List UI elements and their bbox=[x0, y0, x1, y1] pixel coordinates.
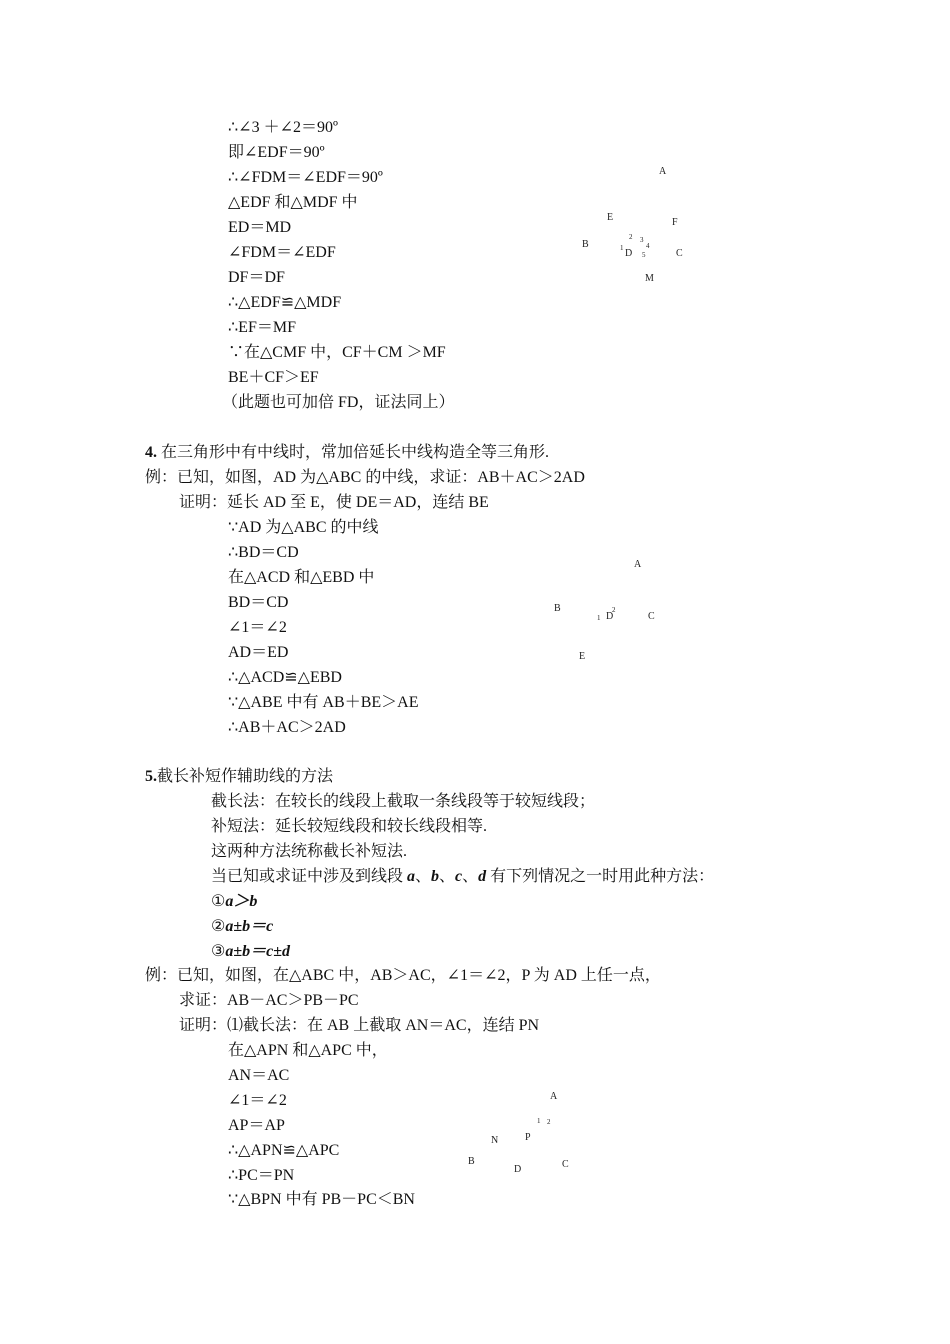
var-b: b bbox=[431, 868, 440, 885]
case-formula: a±b＝c bbox=[225, 918, 274, 935]
proof-line: ∵在△CMF 中，CF＋CM ＞MF bbox=[228, 344, 446, 361]
case-number: ① bbox=[211, 893, 226, 910]
proof-line: ∴△EDF≌△MDF bbox=[228, 294, 342, 311]
condition-line bbox=[211, 867, 714, 887]
proof-line: ∴EF＝MF bbox=[228, 319, 296, 336]
var-d: d bbox=[478, 868, 487, 885]
var-c: c bbox=[455, 868, 463, 885]
section-heading bbox=[145, 767, 333, 787]
proof-line: AD＝ED bbox=[228, 644, 289, 661]
proof-line: ∴∠FDM＝∠EDF＝90º bbox=[228, 169, 383, 186]
point-label-d: D bbox=[606, 611, 614, 622]
proof-line: BD＝CD bbox=[228, 594, 289, 611]
case-number: ③ bbox=[211, 943, 226, 960]
case-1 bbox=[211, 892, 257, 912]
point-label-n: N bbox=[491, 1135, 499, 1146]
point-label-d: D bbox=[514, 1164, 522, 1175]
angle-label-1: 1 bbox=[597, 614, 601, 622]
condition-suffix: 有下列情况之一时用此种方法： bbox=[486, 868, 715, 885]
separator: 、 bbox=[439, 868, 456, 885]
point-label-a: A bbox=[550, 1091, 558, 1102]
example-statement: 例：已知，如图，在△ABC 中，AB＞AC，∠1＝∠2，P 为 AD 上任一点， bbox=[145, 967, 661, 984]
prove-statement: 求证：AB－AC＞PB－PC bbox=[179, 992, 359, 1009]
point-label-a: A bbox=[634, 559, 642, 570]
angle-label-1: 1 bbox=[537, 1117, 541, 1125]
proof-intro: 证明：⑴截长法：在 AB 上截取 AN＝AC，连结 PN bbox=[179, 1017, 540, 1034]
proof-line: ∠1＝∠2 bbox=[228, 619, 287, 636]
method-extend: 补短法：延长较短线段和较长线段相等. bbox=[211, 818, 488, 835]
method-summary: 这两种方法统称截长补短法. bbox=[211, 843, 408, 860]
separator: 、 bbox=[462, 868, 479, 885]
point-label-c: C bbox=[676, 248, 683, 259]
proof-line: ED＝MD bbox=[228, 219, 292, 236]
proof-line: ∴BD＝CD bbox=[228, 544, 299, 561]
angle-label-2: 2 bbox=[612, 606, 616, 614]
point-label-m: M bbox=[645, 273, 654, 284]
point-label-c: C bbox=[562, 1159, 569, 1170]
proof-line: ∴△ACD≌△EBD bbox=[228, 669, 342, 686]
proof-line: ∠1＝∠2 bbox=[228, 1092, 287, 1109]
point-label-e: E bbox=[579, 651, 586, 662]
proof-line: ∴∠3 ＋∠2＝90º bbox=[228, 119, 338, 136]
proof-line: △EDF 和△MDF 中 bbox=[228, 194, 358, 211]
point-label-b: B bbox=[468, 1156, 475, 1167]
point-label-f: F bbox=[672, 217, 678, 228]
section-heading bbox=[145, 443, 549, 463]
proof-line: BE＋CF＞EF bbox=[228, 369, 319, 386]
proof-line: ∵AD 为△ABC 的中线 bbox=[228, 519, 379, 536]
case-2 bbox=[211, 917, 273, 937]
point-label-e: E bbox=[607, 212, 614, 223]
proof-line: ∴AB＋AC＞2AD bbox=[228, 719, 346, 736]
point-label-d: D bbox=[625, 248, 633, 259]
angle-label-1: 1 bbox=[620, 244, 624, 252]
proof-intro: 证明：延长 AD 至 E，使 DE＝AD，连结 BE bbox=[179, 494, 489, 511]
angle-label-4: 4 bbox=[646, 242, 650, 250]
method-cut: 截长法：在较长的线段上截取一条线段等于较短线段； bbox=[211, 793, 596, 810]
case-3 bbox=[211, 942, 290, 962]
proof-line: DF＝DF bbox=[228, 269, 285, 286]
angle-label-2: 2 bbox=[629, 233, 633, 241]
proof-note: （此题也可加倍 FD，证法同上） bbox=[222, 394, 455, 411]
section-title: 在三角形中有中线时，常加倍延长中线构造全等三角形. bbox=[157, 444, 550, 461]
section-number: 5. bbox=[145, 768, 157, 785]
proof-line: ∵△BPN 中有 PB－PC＜BN bbox=[228, 1191, 415, 1208]
proof-line: 在△APN 和△APC 中， bbox=[228, 1042, 388, 1059]
angle-label-5: 5 bbox=[642, 251, 646, 259]
point-label-b: B bbox=[582, 239, 589, 250]
proof-line: ∴PC＝PN bbox=[228, 1167, 295, 1184]
point-label-b: B bbox=[554, 603, 561, 614]
proof-line: 在△ACD 和△EBD 中 bbox=[228, 569, 375, 586]
var-a: a bbox=[407, 868, 416, 885]
proof-line: ∵△ABE 中有 AB＋BE＞AE bbox=[228, 694, 419, 711]
proof-line: ∴△APN≌△APC bbox=[228, 1142, 340, 1159]
point-label-p: P bbox=[525, 1132, 531, 1143]
angle-label-2: 2 bbox=[547, 1118, 551, 1126]
case-number: ② bbox=[211, 918, 226, 935]
proof-line: 即∠EDF＝90º bbox=[228, 144, 325, 161]
proof-line: AN＝AC bbox=[228, 1067, 290, 1084]
section-number: 4. bbox=[145, 444, 157, 461]
condition-prefix: 当已知或求证中涉及到线段 bbox=[211, 868, 408, 885]
case-formula: a＞b bbox=[225, 893, 258, 910]
case-formula: a±b＝c±d bbox=[225, 943, 291, 960]
proof-line: AP＝AP bbox=[228, 1117, 285, 1134]
point-label-c: C bbox=[648, 611, 655, 622]
section-title: 截长补短作辅助线的方法 bbox=[157, 768, 334, 785]
proof-line: ∠FDM＝∠EDF bbox=[228, 244, 336, 261]
angle-label-3: 3 bbox=[640, 236, 644, 244]
point-label-a: A bbox=[659, 166, 667, 177]
separator: 、 bbox=[415, 868, 432, 885]
example-statement: 例：已知，如图，AD 为△ABC 的中线，求证：AB＋AC＞2AD bbox=[145, 469, 585, 486]
